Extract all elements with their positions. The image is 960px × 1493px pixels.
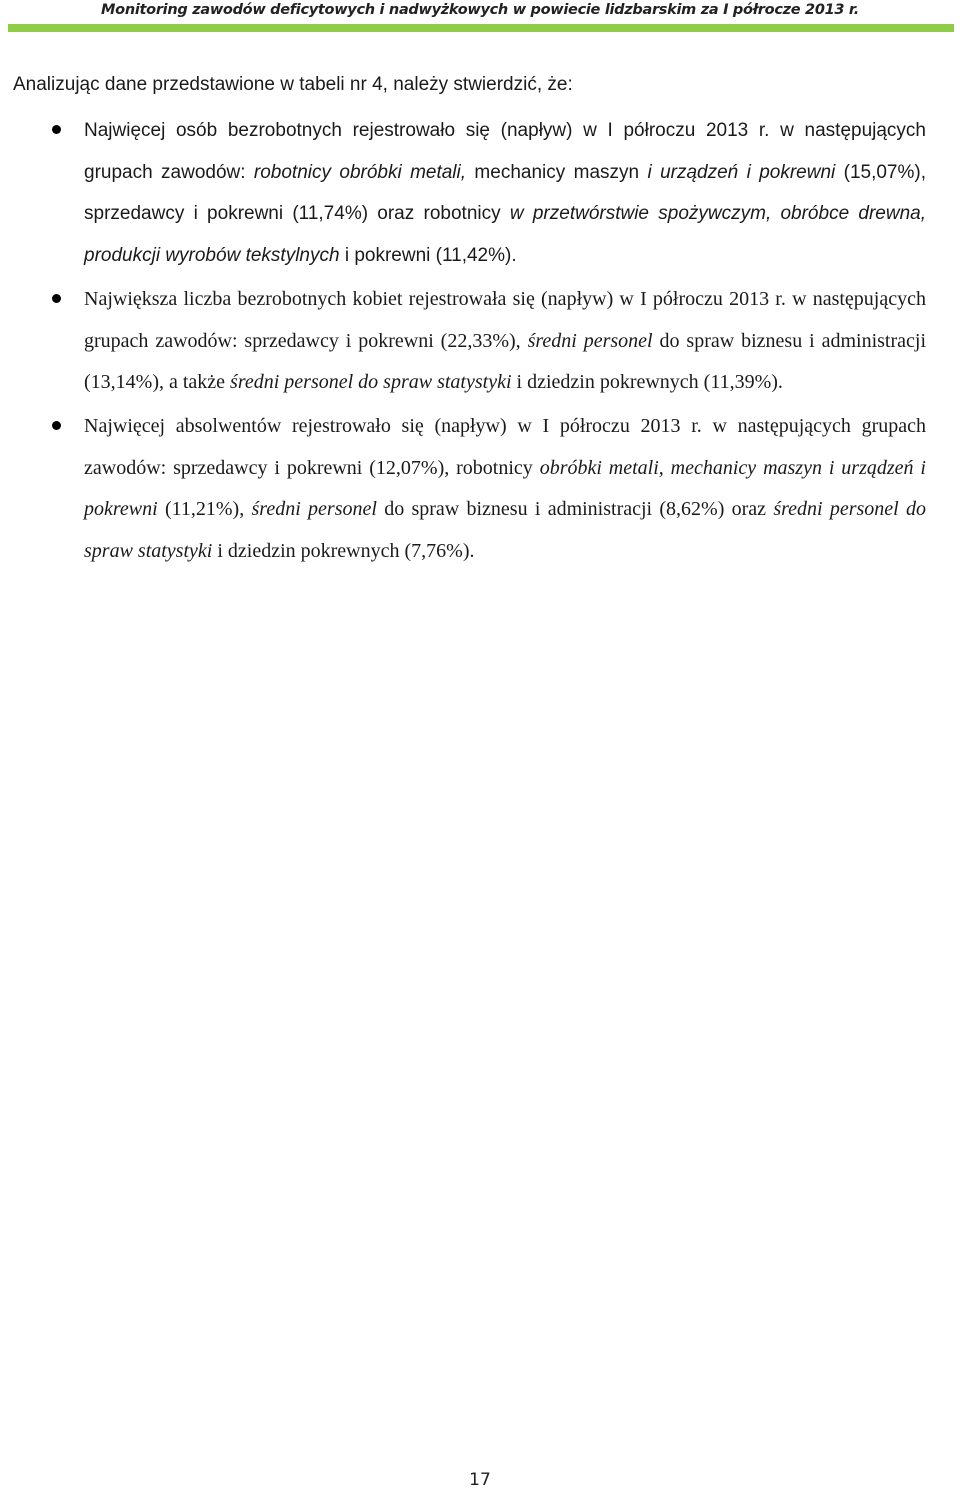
bullet-1-text-3: (15,07%), sprzedawcy i pokrewni (11,74%) oraz robotnicy bbox=[84, 161, 927, 225]
page-header-title: Monitoring zawodów deficytowych i nadwyżkowych w powiecie lidzbarskim za I półrocze 2013 r. bbox=[101, 2, 859, 18]
bullet-2-text-3: i dziedzin pokrewnych (11,39%). bbox=[511, 371, 783, 394]
bullet-3-italic-2: średni personel bbox=[251, 498, 377, 521]
intro-paragraph: Analizując dane przedstawione w tabeli nr 4, należy stwierdzić, że: bbox=[13, 74, 573, 95]
bullet-item-3 bbox=[84, 406, 926, 573]
bullet-3-italic-1: obróbki metali, mechanicy maszyn i urządzeń i pokrewni bbox=[84, 456, 926, 521]
bullet-1-text-2: mechanicy maszyn bbox=[466, 161, 648, 183]
header-rule bbox=[8, 24, 954, 32]
bullet-2-italic-1: średni personel bbox=[527, 329, 653, 352]
bullet-1-italic-1: robotnicy obróbki metali, bbox=[253, 161, 467, 183]
bullet-2-text-1: Największa liczba bezrobotnych kobiet rejestrowała się (napływ) w I półroczu 2013 r. w następujących grupach zawodów: sprzedawcy i pokrewni (22,33%), bbox=[84, 287, 926, 352]
bullet-1-italic-3: w przetwórstwie spożywczym, obróbce drewna, produkcji wyrobów tekstylnych bbox=[84, 203, 926, 267]
bullet-item-1 bbox=[84, 110, 926, 277]
bullet-2-text-2: do spraw biznesu i administracji (13,14%), a także bbox=[84, 329, 926, 394]
bullet-item-2 bbox=[84, 279, 926, 404]
bullet-1-italic-2: i urządzeń i pokrewni bbox=[647, 161, 836, 183]
bullet-1-text-4: i pokrewni (11,42%). bbox=[339, 245, 517, 267]
bullet-3-text-2: (11,21%), bbox=[157, 498, 252, 521]
bullet-3-italic-3: średni personel do spraw statystyki bbox=[84, 498, 927, 563]
bullet-3-text-1: Najwięcej absolwentów rejestrowało się (napływ) w I półroczu 2013 r. w następujących grupach zawodów: sprzedawcy i pokrewni (12,07%), robotnicy bbox=[84, 414, 926, 479]
bullet-2-italic-2: średni personel do spraw statystyki bbox=[230, 371, 512, 394]
bullet-3-text-3: do spraw biznesu i administracji (8,62%) oraz bbox=[376, 498, 774, 521]
bullet-list bbox=[0, 110, 960, 575]
bullet-dot-icon bbox=[52, 125, 61, 134]
bullet-1-text-1: Najwięcej osób bezrobotnych rejestrowało się (napływ) w I półroczu 2013 r. w następujących grupach zawodów: bbox=[84, 120, 926, 183]
bullet-3-text-4: i dziedzin pokrewnych (7,76%). bbox=[212, 540, 475, 563]
bullet-dot-icon bbox=[52, 294, 61, 303]
bullet-dot-icon bbox=[52, 421, 61, 430]
page-number: 17 bbox=[469, 1470, 491, 1490]
